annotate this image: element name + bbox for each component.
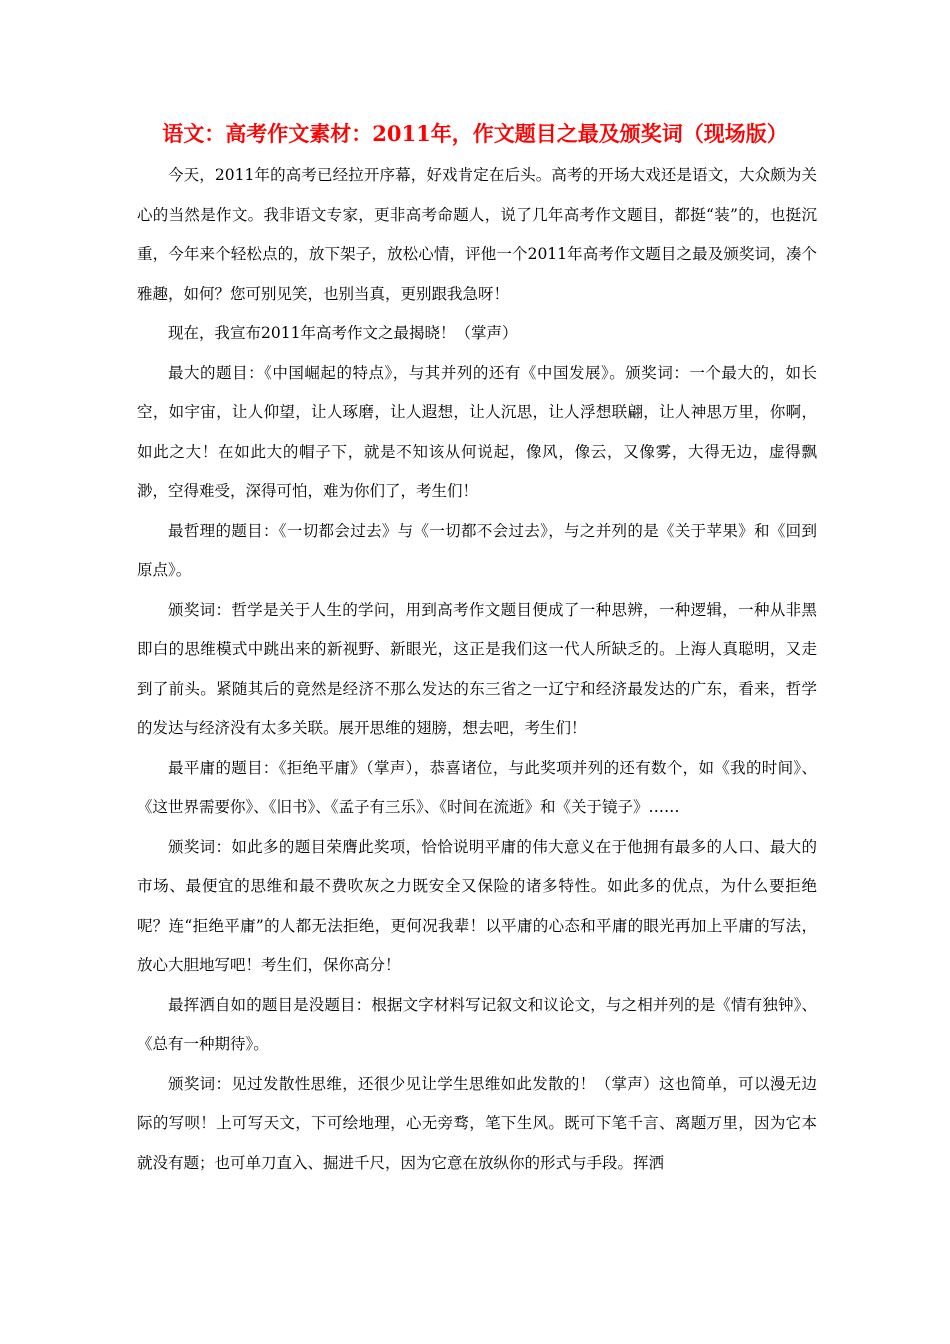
paragraph-announcement: 现在，我宣布2011年高考作文之最揭晓！（掌声）	[168, 324, 518, 342]
paragraph-mediocre-award: 颁奖词：如此多的题目荣膺此奖项，恰恰说明平庸的伟大意义在于他拥有最多的人口、最大的市场、最便宜的思维和最不费吹灰之力既安全又保险的诸多特性。如此多的优点，为什么要拒绝呢？连“拒绝平庸”的人都无法拒绝，更何况我辈！以平庸的心态和平庸的眼光再加上平庸的写法，放心大胆地写吧！考生们，保你高分！	[137, 837, 817, 974]
paragraph-intro: 今天，2011年的高考已经拉开序幕，好戏肯定在后头。高考的开场大戏还是语文，大众颇为关心的当然是作文。我非语文专家，更非高考命题人，说了几年高考作文题目，都挺“装”的，也挺沉重，今年来个轻松点的，放下架子，放松心情，评他一个2011年高考作文题目之最及颁奖词，凑个雅趣，如何？您可别见笑，也别当真，更别跟我急呀！	[137, 166, 817, 303]
document-title: 语文：高考作文素材：2011年，作文题目之最及颁奖词（现场版）	[162, 121, 788, 146]
paragraph-philosophical-award: 颁奖词：哲学是关于人生的学问，用到高考作文题目便成了一种思辨，一种逻辑，一种从非黑即白的思维模式中跳出来的新视野、新眼光，这正是我们这一代人所缺乏的。上海人真聪明，又走到了前头。紧随其后的竟然是经济不那么发达的东三省之一辽宁和经济最发达的广东，看来，哲学的发达与经济没有太多关联。展开思维的翅膀，想去吧，考生们！	[137, 600, 817, 737]
paragraph-largest-topic: 最大的题目：《中国崛起的特点》，与其并列的还有《中国发展》。颁奖词：一个最大的，如长空，如宇宙，让人仰望，让人琢磨，让人遐想，让人沉思，让人浮想联翩，让人神思万里，你啊，如此之大！在如此大的帽子下，就是不知该从何说起，像风，像云，又像雾，大得无边，虚得飘渺，空得难受，深得可怕，难为你们了，考生们！	[137, 363, 817, 500]
paragraph-mediocre-topic: 最平庸的题目：《拒绝平庸》（掌声），恭喜诸位，与此奖项并列的还有数个，如《我的时间》、《这世界需要你》、《旧书》、《孟子有三乐》、《时间在流逝》和《关于镜子》……	[137, 758, 817, 816]
paragraph-freestyle-award: 颁奖词：见过发散性思维，还很少见让学生思维如此发散的！（掌声）这也简单，可以漫无边际的写呗！上可写天文，下可绘地理，心无旁骛，笔下生风。既可下笔千言、离题万里，因为它本就没有题；也可单刀直入、掘进千尺，因为它意在放纵你的形式与手段。挥洒	[137, 1074, 817, 1172]
paragraph-freestyle-topic: 最挥洒自如的题目是没题目：根据文字材料写记叙文和议论文，与之相并列的是《情有独钟》、《总有一种期待》。	[137, 995, 817, 1053]
document-body	[137, 156, 817, 1183]
paragraph-philosophical-topic: 最哲理的题目：《一切都会过去》与《一切都不会过去》，与之并列的是《关于苹果》和《回到原点》。	[137, 521, 817, 579]
